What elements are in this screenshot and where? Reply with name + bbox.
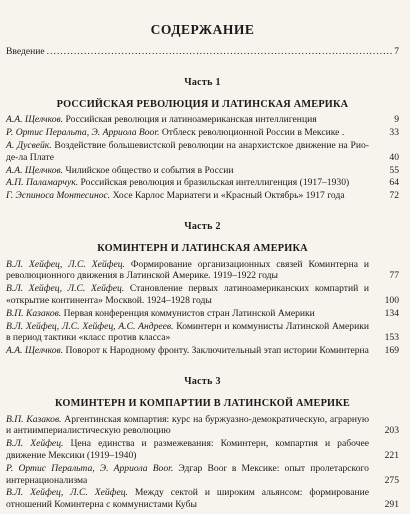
page-number: 291 <box>384 499 399 511</box>
entry-author: В.П. Казаков. <box>6 413 62 425</box>
toc-entry-intro[interactable] <box>6 46 399 58</box>
page-number: 100 <box>384 294 399 306</box>
toc-entry[interactable] <box>6 487 399 511</box>
entry-title: Воздействие большевистской революции на анархистское движение на Рио-де-ла Плате <box>6 139 369 163</box>
entry-text-block <box>6 414 369 438</box>
entry-title: Российская революция и бразильская интеллигенция (1917–1930) <box>80 177 350 189</box>
page-number: 169 <box>384 345 399 357</box>
entry-text-block <box>6 321 369 345</box>
entry-author: А.П. Паламарчук. <box>6 177 79 189</box>
entry-text-block <box>6 487 369 511</box>
entry-author: В.Л. Хейфец. <box>6 438 64 450</box>
page-number: 153 <box>384 332 399 344</box>
toc-entry[interactable] <box>6 127 399 139</box>
toc-entry[interactable] <box>6 438 399 462</box>
entry-text-block <box>6 438 369 462</box>
entry-author: А.А. Щелчков. <box>6 345 64 357</box>
entry-title: Формирование организационных связей Коминтерна и революционного движения в Латинской Америке. 1919–1922 годы <box>6 258 369 282</box>
toc-entry[interactable] <box>6 165 399 177</box>
entry-title: Между сектой и широким альянсом: формирование отношений Коминтерна с коммунистами Кубы <box>6 487 369 511</box>
entry-author: В.Л. Хейфец, Л.С. Хейфец. <box>6 283 125 295</box>
toc-entry[interactable] <box>6 308 399 320</box>
entry-author: Г. Эспиноса Монтесинос. <box>6 190 111 202</box>
page-number: 203 <box>384 425 399 437</box>
leader-dots <box>47 46 393 58</box>
entry-text-block <box>6 463 369 487</box>
entry-author: А.А. Щелчков. <box>6 114 64 126</box>
entry-author: А. Дусвейк. <box>6 139 52 151</box>
toc-entry[interactable] <box>6 190 399 202</box>
intro-label: Введение <box>6 46 45 57</box>
entry-text-block <box>6 140 369 164</box>
entry-title: Становление первых латиноамериканских компартий и «открытие континента» Москвой. 1924–1928 годы <box>6 283 369 306</box>
entry-title: Чилийское общество и события в России <box>65 164 234 176</box>
page-number: 77 <box>389 270 399 282</box>
page-number: 134 <box>384 307 399 319</box>
toc-entry[interactable] <box>6 283 399 307</box>
toc-entry[interactable] <box>6 321 399 345</box>
page-number: 7 <box>394 46 399 57</box>
entry-title: Первая конференция коммунистов стран Латинской Америки <box>63 307 315 319</box>
entry-title: Эдгар Вооr в Мексике: опыт пролетарского интернационализма <box>6 462 369 486</box>
part-label: Часть 3 <box>184 375 221 387</box>
toc-entry[interactable] <box>6 177 399 189</box>
page-number: 9 <box>394 114 399 126</box>
page-number: 55 <box>389 164 399 176</box>
entry-title: Поворот к Народному фронту. Заключительный этап истории Коминтерна <box>65 345 369 357</box>
entry-title: Аргентинская компартия: курс на буржуазно-демократическую, аграрную и антиимпериалистическую революцию <box>6 413 369 437</box>
toc-entry[interactable] <box>6 463 399 487</box>
entry-text-block <box>6 127 369 139</box>
entry-text-block <box>6 308 369 320</box>
page-number: 33 <box>389 127 399 139</box>
entry-text-block <box>6 190 369 202</box>
parts-container <box>6 77 399 511</box>
entry-text-block <box>6 165 369 177</box>
entry-title: Цена единства и размежевания: Коминтерн, компартия и рабочее движение Мексики (1919–1940) <box>6 438 369 461</box>
toc-entry[interactable] <box>6 259 399 283</box>
entry-author: Р. Ортис Перальта, Э. Арриола Вооr. <box>6 462 174 474</box>
part-title: РОССИЙСКАЯ РЕВОЛЮЦИЯ И ЛАТИНСКАЯ АМЕРИКА <box>56 98 349 110</box>
page-number: 72 <box>389 190 399 202</box>
entry-author: Р. Ортис Перальта, Э. Арриола Вооr. <box>6 127 160 139</box>
part-title: КОМИНТЕРН И ЛАТИНСКАЯ АМЕРИКА <box>97 242 308 254</box>
entry-text-block <box>6 345 369 357</box>
entry-text-block <box>6 259 369 283</box>
part-label: Часть 2 <box>184 220 221 232</box>
entry-author: В.П. Казаков. <box>6 307 62 319</box>
page-number: 40 <box>389 151 399 163</box>
page-number: 64 <box>389 177 399 189</box>
part-label: Часть 1 <box>184 76 221 88</box>
entry-author: В.Л. Хейфец, Л.С. Хейфец. <box>6 487 128 499</box>
entry-author: В.Л. Хейфец, Л.С. Хейфец, А.С. Андреев. <box>6 320 174 332</box>
toc-entry[interactable] <box>6 114 399 126</box>
toc-entry[interactable] <box>6 140 399 164</box>
toc-entry[interactable] <box>6 414 399 438</box>
entry-title: Российская революция и латиноамериканская интеллигенция <box>65 114 317 126</box>
entry-title: Отблеск революционной России в Мексике . <box>161 127 345 139</box>
page-number: 221 <box>384 449 399 461</box>
entry-text-block <box>6 283 369 307</box>
entry-title: Хосе Карлос Мариатеги и «Красный Октябрь» 1917 года <box>112 190 345 202</box>
entry-title: Коминтерн и коммунисты Латинской Америки в период тактики «класс против класса» <box>6 320 369 344</box>
part-title: КОМИНТЕРН И КОМПАРТИИ В ЛАТИНСКОЙ АМЕРИКЕ <box>54 397 351 409</box>
entry-text-block <box>6 114 369 126</box>
page-title: СОДЕРЖАНИЕ <box>150 22 255 37</box>
entry-text-block <box>6 177 369 189</box>
toc-entry[interactable] <box>6 345 399 357</box>
entry-author: А.А. Щелчков. <box>6 164 64 176</box>
entry-author: В.Л. Хейфец, Л.С. Хейфец. <box>6 258 125 270</box>
page-number: 275 <box>384 474 399 486</box>
